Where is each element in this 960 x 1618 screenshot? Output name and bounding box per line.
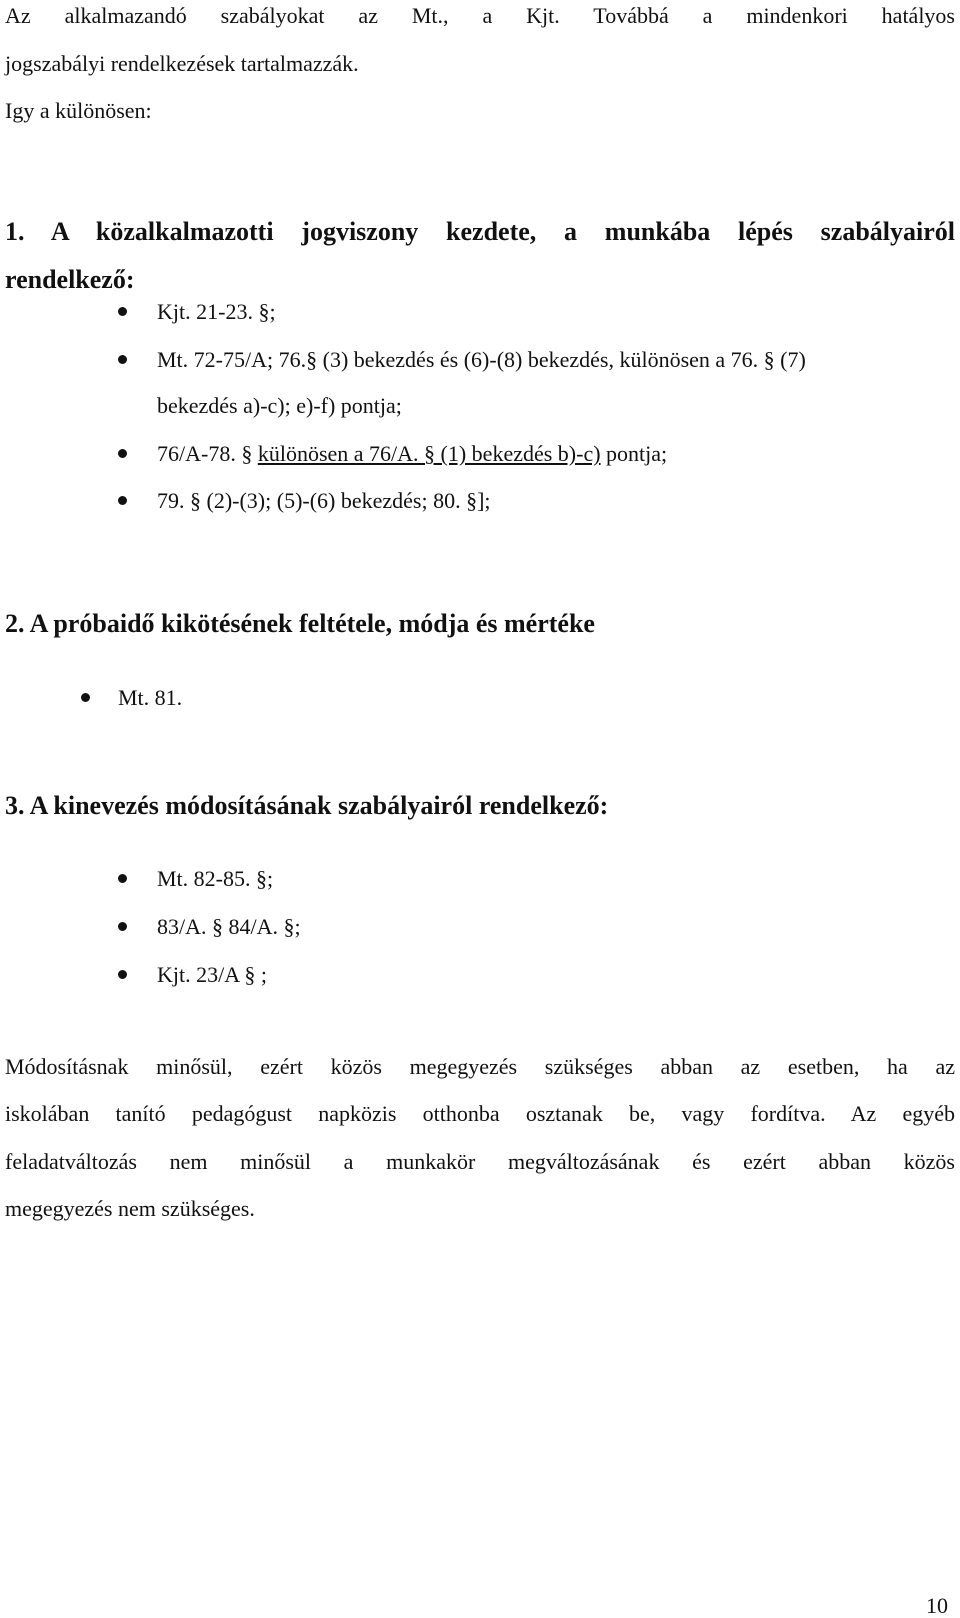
list-item <box>157 440 667 468</box>
closing-line-3: feladatváltozás nem minősül a munkakör megváltozásának és ezért abban közös <box>5 1149 955 1174</box>
list-item: 83/A. § 84/A. §; <box>157 914 301 939</box>
list-item-prefix: 76/A-78. § <box>157 441 258 466</box>
bullet-icon <box>118 307 127 316</box>
section-2-heading: 2. A próbaidő kikötésének feltétele, módja és mértéke <box>5 609 595 638</box>
bullet-icon <box>118 496 127 505</box>
list-item: Kjt. 23/A § ; <box>157 962 268 987</box>
bullet-icon <box>118 922 127 931</box>
list-item-suffix: pontja; <box>600 441 668 466</box>
page-number: 10 <box>926 1593 948 1618</box>
bullet-icon <box>118 355 127 364</box>
intro-line-3: Igy a különösen: <box>5 98 152 123</box>
underlined-text: különösen a 76/A. § (1) bekezdés b)-c) <box>257 441 601 466</box>
closing-line-2: iskolában tanító pedagógust napközis otthonba osztanak be, vagy fordítva. Az egyéb <box>5 1101 955 1126</box>
closing-line-1: Módosításnak minősül, ezért közös megegyezés szükséges abban az esetben, ha az <box>5 1054 955 1079</box>
list-item: Kjt. 21-23. §; <box>157 299 276 324</box>
list-item: Mt. 81. <box>118 685 183 710</box>
bullet-icon <box>118 449 127 458</box>
bullet-icon <box>118 970 127 979</box>
list-item: Mt. 82-85. §; <box>157 866 274 891</box>
section-1-heading-cont: rendelkező: <box>5 265 135 294</box>
list-item-cont: bekezdés a)-c); e)-f) pontja; <box>157 393 402 418</box>
list-item: Mt. 72-75/A; 76.§ (3) bekezdés és (6)-(8) bekezdés, különösen a 76. § (7) <box>157 347 806 372</box>
intro-line-1: Az alkalmazandó szabályokat az Mt., a Kjt. Továbbá a mindenkori hatályos <box>5 3 955 28</box>
section-3-heading: 3. A kinevezés módosításának szabályairól rendelkező: <box>5 791 609 820</box>
closing-line-4: megegyezés nem szükséges. <box>5 1196 255 1221</box>
section-1-heading: 1. A közalkalmazotti jogviszony kezdete, a munkába lépés szabályairól <box>5 217 955 246</box>
list-item: 79. § (2)-(3); (5)-(6) bekezdés; 80. §]; <box>157 488 491 513</box>
intro-line-2: jogszabályi rendelkezések tartalmazzák. <box>5 51 359 76</box>
bullet-icon <box>118 874 127 883</box>
bullet-icon <box>81 693 90 702</box>
